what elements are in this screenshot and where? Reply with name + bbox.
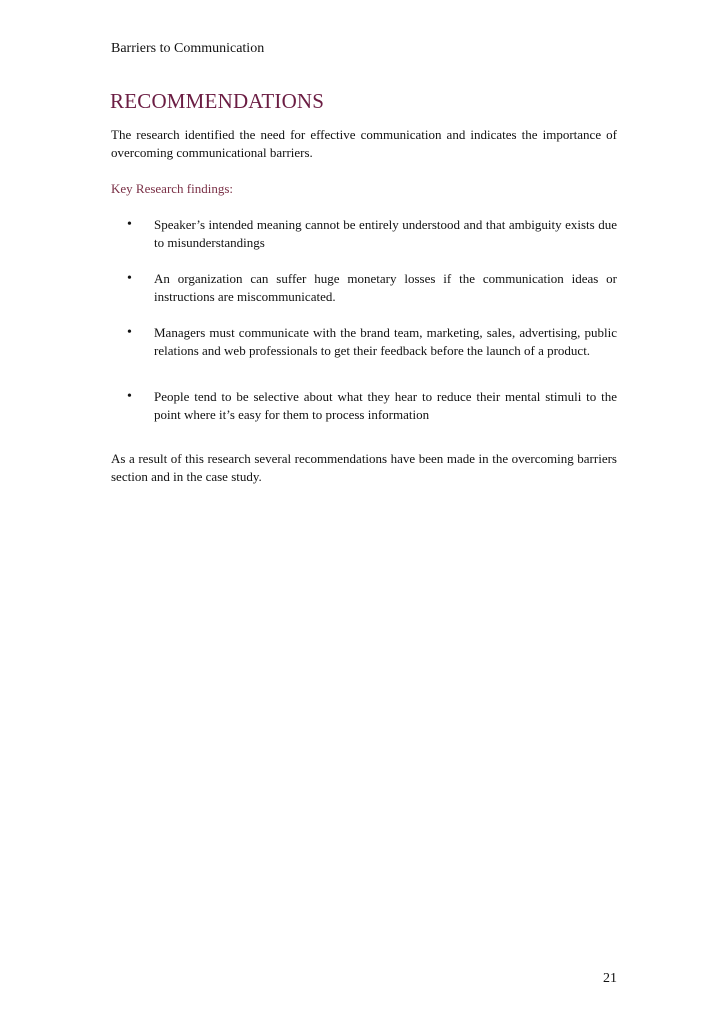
finding-item	[111, 324, 617, 360]
section-body	[111, 126, 617, 486]
key-findings-heading: Key Research findings:	[111, 181, 234, 196]
findings-list	[111, 216, 617, 424]
bullet-icon: •	[127, 325, 132, 340]
section-title: RECOMMENDATIONS	[110, 89, 325, 113]
bullet-icon: •	[127, 217, 132, 232]
finding-text: Managers must communicate with the brand team, marketing, sales, advertising, public relations and web professionals to get their feedback before the launch of a product.	[154, 325, 617, 358]
page-number: 21	[603, 971, 617, 986]
finding-text: An organization can suffer huge monetary losses if the communication ideas or instructions are miscommunicated.	[154, 271, 617, 304]
finding-item	[111, 388, 617, 424]
running-header: Barriers to Communication	[111, 41, 265, 56]
bullet-icon: •	[127, 271, 132, 286]
finding-item	[111, 216, 617, 252]
closing-paragraph: As a result of this research several recommendations have been made in the overcoming barriers section and in the case study.	[111, 451, 617, 484]
finding-text: People tend to be selective about what they hear to reduce their mental stimuli to the point where it’s easy for them to process information	[154, 389, 617, 422]
intro-paragraph: The research identified the need for effective communication and indicates the importance of overcoming communicational barriers.	[111, 127, 617, 160]
bullet-icon: •	[127, 389, 132, 404]
finding-item	[111, 270, 617, 306]
finding-text: Speaker’s intended meaning cannot be entirely understood and that ambiguity exists due to misunderstandings	[154, 217, 617, 250]
